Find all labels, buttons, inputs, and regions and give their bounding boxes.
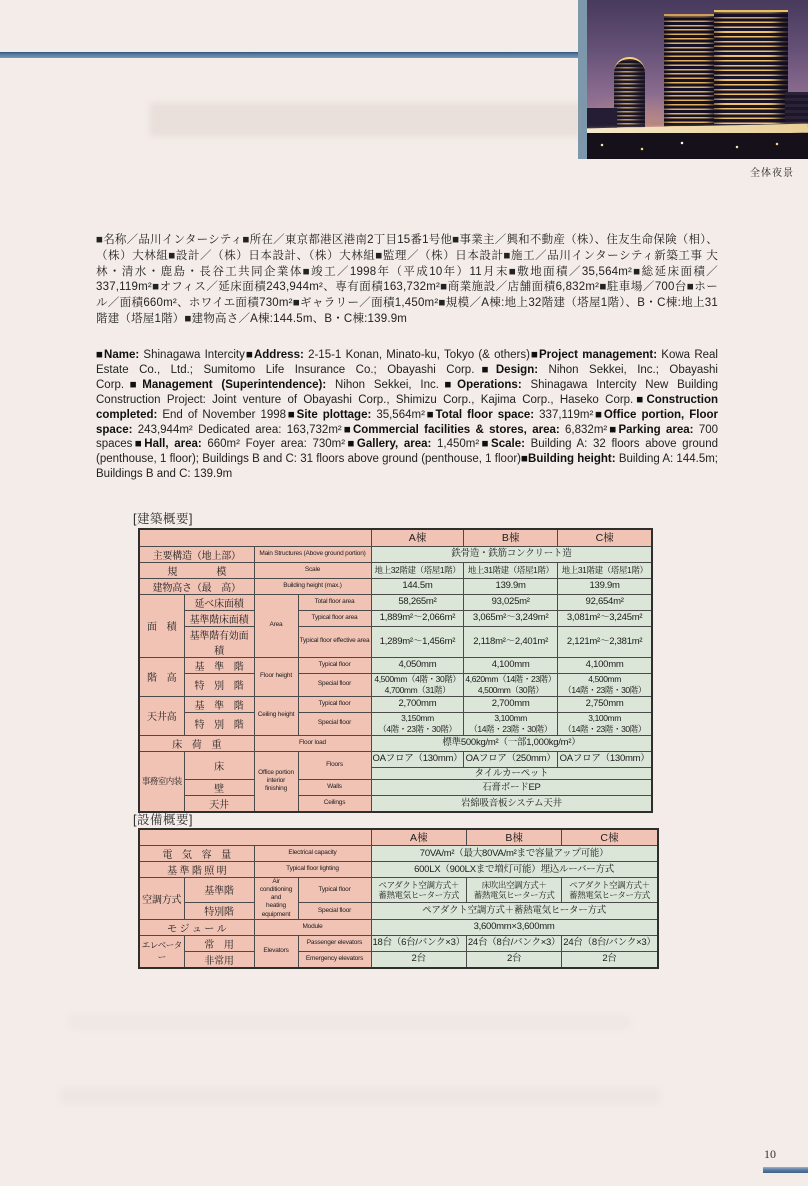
spec-label-cell: Elevators: [254, 935, 298, 968]
table-row: [139, 673, 652, 696]
spec-value-cell: ペアダクト空調方式＋ 蓄熱電気ヒーター方式: [371, 878, 466, 903]
table-row: [139, 657, 652, 673]
spec-label-cell: B棟: [464, 529, 557, 546]
spec-label-cell: Building height (max.): [254, 578, 371, 594]
spec-value-cell: 2,121m²～2,381m²: [557, 626, 652, 657]
spec-label-cell: Typical floor area: [298, 610, 371, 626]
spec-label-cell: Special floor: [298, 902, 371, 919]
spec-label-cell: 特 別 階: [184, 673, 254, 696]
spec-label-cell: Typical floor: [298, 878, 371, 903]
table-row: [139, 878, 658, 903]
spec-value-cell: 1,289m²～1,456m²: [371, 626, 464, 657]
table-row: [139, 735, 652, 751]
spec-value-cell: 139.9m: [557, 578, 652, 594]
spec-label-cell: 面 積: [139, 594, 184, 657]
table-row: [139, 919, 658, 935]
spec-label-cell: 基 準 階: [184, 657, 254, 673]
spec-value-cell: 標準500kg/m²（一部1,000kg/m²）: [371, 735, 652, 751]
spec-label-cell: Floor load: [254, 735, 371, 751]
spec-value-cell: 3,600mm×3,600mm: [371, 919, 658, 935]
spec-value-cell: 地上32階建（塔屋1階）: [371, 562, 464, 578]
spec-value-cell: ペアダクト空調方式＋ 蓄熱電気ヒーター方式: [562, 878, 658, 903]
building-summary-heading: [建築概要]: [133, 512, 193, 526]
spec-value-cell: 3,150mm （4階・23階・30階）: [371, 712, 464, 735]
table-row: [139, 594, 652, 610]
spec-label-cell: 主要構造（地上部）: [139, 546, 254, 562]
jp-overview-paragraph: ■名称／品川インターシティ■所在／東京都港区港南2丁目15番1号他■事業主／興和不動産（株）、住友生命保険（相）、（株）大林組■設計／（株）日本設計、（株）大林組■監理／（株）日本設計■施工／品川インターシティ新築工事 大林・清水・鹿島・長谷工共同企業体■竣工／1998年（平成10年）11月末■敷地面積／35,564m²■総延床面積／337,119m²■オフィス／延床面積243,944m²、専有面積163,732m²■商業施設／店舗面積6,832m²■駐車場／700台■ホール／面積660m²、ホワイエ面積730m²■ギャラリー／面積1,450m²■規模／A棟:地上32階建（塔屋1階）、B・C棟:地上31階建（塔屋1階）■建物高さ／A棟:144.5m、B・C棟:139.9m: [96, 234, 718, 325]
spec-label-cell: Module: [254, 919, 371, 935]
foreground-silhouette: [587, 133, 808, 159]
table-row: [139, 712, 652, 735]
field-label: ■Gallery, area:: [345, 438, 432, 451]
field-label: ■Commercial facilities & stores, area:: [341, 423, 560, 436]
spec-value-cell: OAフロア（250mm）: [464, 751, 557, 767]
spec-label-cell: Special floor: [298, 712, 371, 735]
spec-label-cell: Walls: [298, 779, 371, 795]
table-row: [139, 795, 652, 812]
spec-value-cell: 石膏ボードEP: [371, 779, 652, 795]
spec-label-cell: 天井高: [139, 696, 184, 735]
spec-value-cell: 3,100mm （14階・23階・30階）: [557, 712, 652, 735]
facilities-summary-heading: [設備概要]: [133, 813, 193, 827]
en-overview-paragraph: ■Name: Shinagawa Intercity■Address: 2-15-1 Konan, Minato-ku, Tokyo (& others)■Project management: Kowa Real Estate Co., Ltd.; Sumitomo Life Insurance Co.; Obayashi Corp.■Design: Nihon Sekkei, Inc.; Obayashi Corp.■Management (Superintendence): Nihon Sekkei, Inc.■Operations: Shinagawa Intercity New Building Construction Project: Joint venture of Obayashi Corp., Shimizu Corp., Kajima Corp., Haseko Corp.■Construction completed: End of November 1998■Site plottage: 35,564m²■Total floor space: 337,119m²■Office portion, Floor space: 243,944m² Dedicated area: 163,732m²■Commercial facilities & stores, area: 6,832m²■Parking area: 700 spaces■Hall, area: 660m² Foyer area: 730m²■Gallery, area: 1,450m²■Scale: Building A: 32 floors above ground (penthouse, 1 floor); Buildings B and C: 31 floors above ground (penthouse, 1 floor)■Building height: Building A: 144.5m; Buildings B and C: 139.9m: [96, 349, 719, 481]
spec-label-cell: Scale: [254, 562, 371, 578]
spec-value-cell: 4,500mm （14階・23階・30階）: [557, 673, 652, 696]
field-label: ■Address:: [244, 349, 304, 361]
field-label: ■Scale:: [479, 438, 525, 451]
spec-label-cell: 基 準 階: [184, 696, 254, 712]
spec-value-cell: 岩綿吸音板システム天井: [371, 795, 652, 812]
spec-label-cell: 天井: [184, 795, 254, 812]
table-row: [139, 862, 658, 878]
spec-label-cell: 基準階: [184, 878, 254, 903]
field-label: ■Design:: [474, 363, 539, 376]
spec-label-cell: Area: [254, 594, 298, 657]
spec-value-cell: 地上31階建（塔屋1階）: [557, 562, 652, 578]
field-label: ■Construction completed:: [96, 393, 718, 421]
spec-value-cell: 地上31階建（塔屋1階）: [464, 562, 557, 578]
spec-label-cell: Ceiling height: [254, 696, 298, 735]
spec-label-cell: 基 準 階 照 明: [139, 862, 254, 878]
page-number: 10: [764, 1147, 776, 1161]
spec-label-cell: Typical floor: [298, 657, 371, 673]
spec-value-cell: 2台: [562, 951, 658, 968]
spec-value-cell: OAフロア（130mm）: [371, 751, 464, 767]
spec-label-cell: Typical floor lighting: [254, 862, 371, 878]
spec-label-cell: Passenger elevators: [298, 935, 371, 951]
spec-label-cell: 電 気 容 量: [139, 846, 254, 862]
spec-value-cell: 1,889m²～2,066m²: [371, 610, 464, 626]
spec-label-cell: 事務室内装: [139, 751, 184, 812]
spec-label-cell: Special floor: [298, 673, 371, 696]
spec-label-cell: 空調方式: [139, 878, 184, 920]
table-row: [139, 529, 652, 546]
spec-value-cell: 4,050mm: [371, 657, 464, 673]
spec-value-cell: 144.5m: [371, 578, 464, 594]
spec-value-cell: 2台: [466, 951, 561, 968]
field-label: ■Project management:: [529, 349, 658, 361]
spec-label-cell: Total floor area: [298, 594, 371, 610]
spec-label-cell: Electrical capacity: [254, 846, 371, 862]
table-row: [139, 751, 652, 767]
table-row: [139, 846, 658, 862]
spec-label-cell: Air conditioning and heating equipment: [254, 878, 298, 920]
spec-label-cell: 常 用: [184, 935, 254, 951]
table-row: [139, 562, 652, 578]
field-label: ■Parking area:: [607, 423, 694, 436]
spec-label-cell: 壁: [184, 779, 254, 795]
spec-value-cell: OAフロア（130mm）: [557, 751, 652, 767]
spec-value-cell: 2,118m²～2,401m²: [464, 626, 557, 657]
spec-value-cell: 2,700mm: [464, 696, 557, 712]
spec-label-cell: 建物高さ（最 高）: [139, 578, 254, 594]
building-summary-table: [138, 528, 653, 813]
photo-caption: 全体夜景: [750, 168, 794, 179]
spec-label-cell: 特別階: [184, 902, 254, 919]
photo-frame-band: [578, 0, 587, 159]
spec-value-cell: 58,265m²: [371, 594, 464, 610]
field-label: ■Management (Superintendence):: [124, 378, 327, 391]
table-row: [139, 829, 658, 846]
spec-value-cell: 600LX（900LXまで増灯可能）埋込ルーバー方式: [371, 862, 658, 878]
table-row: [139, 951, 658, 968]
spec-value-cell: 24台（8台/バンク×3）: [466, 935, 561, 951]
showthrough-smudge: [150, 103, 580, 136]
spec-value-cell: 24台（8台/バンク×3）: [562, 935, 658, 951]
spec-value-cell: 18台（6台/バンク×3）: [371, 935, 466, 951]
spec-label-cell: 規 模: [139, 562, 254, 578]
spec-value-cell: 2,700mm: [371, 696, 464, 712]
spec-value-cell: 4,620mm（14階・23階） 4,500mm（30階）: [465, 674, 556, 695]
table-row: [139, 779, 652, 795]
spec-label-cell: 特 別 階: [184, 712, 254, 735]
building-night-photo: [587, 0, 808, 159]
table-row: [139, 935, 658, 951]
spec-value-cell: 93,025m²: [464, 594, 557, 610]
spec-value-cell: 4,100mm: [557, 657, 652, 673]
spec-value-cell: 3,100mm （14階・23階・30階）: [464, 712, 557, 735]
bottom-rule: [763, 1167, 808, 1173]
spec-label-cell: 延べ床面積: [184, 594, 254, 610]
table-row: [139, 578, 652, 594]
field-label: ■Total floor space:: [424, 408, 535, 421]
spec-value-cell: 92,654m²: [557, 594, 652, 610]
spec-value-cell: タイルカーペット: [371, 767, 652, 779]
spec-label-cell: エレベーター: [139, 935, 184, 968]
table-row: [139, 626, 652, 657]
spec-label-cell: [139, 529, 371, 546]
field-label: ■Hall, area:: [132, 438, 202, 451]
field-label: ■Operations:: [438, 378, 522, 391]
spec-value-cell: 3,065m²～3,249m²: [464, 610, 557, 626]
facilities-summary-table: [138, 828, 659, 969]
spec-value-cell: 139.9m: [464, 578, 557, 594]
spec-label-cell: 床 荷 重: [139, 735, 254, 751]
showthrough-smudge: [60, 1088, 660, 1104]
spec-value-cell: 3,081m²～3,245m²: [557, 610, 652, 626]
spec-value-cell: 70VA/m²（最大80VA/m²まで容量アップ可能）: [371, 846, 658, 862]
tower-silhouette-right: [714, 10, 788, 138]
field-label: ■Site plottage:: [286, 408, 372, 421]
spec-label-cell: 基準階有効面積: [184, 626, 254, 657]
tower-silhouette-left: [614, 57, 645, 137]
spec-label-cell: C棟: [557, 529, 652, 546]
tower-silhouette-middle: [664, 14, 717, 138]
spec-label-cell: C棟: [562, 829, 658, 846]
spec-value-cell: 4,500mm（4階・30階） 4,700mm（31階）: [371, 673, 464, 696]
spec-label-cell: A棟: [371, 829, 466, 846]
field-label: ■Name:: [96, 349, 140, 361]
spec-label-cell: 床: [184, 751, 254, 779]
spec-value-cell: 4,100mm: [464, 657, 557, 673]
field-label: ■Office portion, Floor space:: [96, 408, 719, 436]
spec-label-cell: Main Structures (Above ground portion): [254, 546, 371, 562]
spec-label-cell: Emergency elevators: [298, 951, 371, 968]
spec-label-cell: 基準階床面積: [184, 610, 254, 626]
spec-value-cell: 2,750mm: [557, 696, 652, 712]
spec-label-cell: モ ジ ュ ー ル: [139, 919, 254, 935]
spec-value-cell: 床吹出空調方式＋ 蓄熱電気ヒーター方式: [466, 878, 561, 903]
spec-label-cell: [139, 829, 371, 846]
table-row: [139, 902, 658, 919]
table-row: [139, 696, 652, 712]
spec-label-cell: Floors: [298, 751, 371, 779]
field-label: ■Building height:: [521, 453, 616, 466]
spec-label-cell: Typical floor effective area: [298, 626, 371, 657]
table-row: [139, 610, 652, 626]
spec-value-cell: ペアダクト空調方式＋蓄熱電気ヒーター方式: [371, 902, 658, 919]
spec-label-cell: Typical floor: [298, 696, 371, 712]
spec-label-cell: 非常用: [184, 951, 254, 968]
top-rule: [0, 52, 578, 58]
spec-value-cell: 鉄骨造・鉄筋コンクリート造: [371, 546, 652, 562]
spec-label-cell: Office portion interior finishing: [254, 751, 298, 812]
spec-label-cell: A棟: [371, 529, 464, 546]
spec-value-cell: 2台: [371, 951, 466, 968]
spec-label-cell: B棟: [466, 829, 561, 846]
showthrough-smudge: [70, 1015, 630, 1029]
spec-label-cell: Ceilings: [298, 795, 371, 812]
table-row: [139, 546, 652, 562]
spec-label-cell: Floor height: [254, 657, 298, 696]
spec-label-cell: 階 高: [139, 657, 184, 696]
